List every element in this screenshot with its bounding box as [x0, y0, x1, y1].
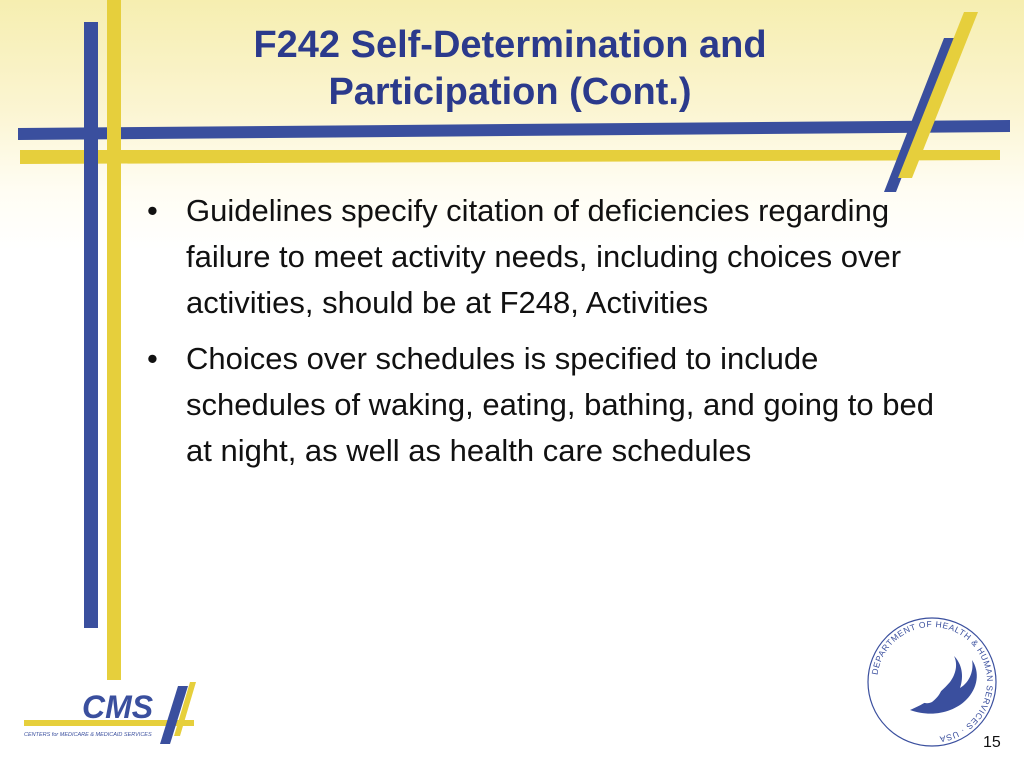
- hhs-seal-text: DEPARTMENT OF HEALTH & HUMAN SERVICES · USA: [869, 618, 996, 745]
- slide-title-line-2: Participation (Cont.): [328, 71, 692, 113]
- frame-gold-vertical-bar: [107, 0, 121, 680]
- frame-gold-horizontal-bar: [20, 150, 1000, 164]
- slide-title-line-1: F242 Self-Determination and: [253, 24, 767, 66]
- cms-logo-tagline: CENTERS for MEDICARE & MEDICAID SERVICES: [24, 732, 152, 738]
- slide-number: 15: [983, 734, 1001, 751]
- cms-logo: [20, 678, 200, 750]
- cms-logo-text: CMS: [82, 689, 154, 725]
- bullet-list: [142, 188, 942, 484]
- hhs-seal-emblem: [910, 656, 977, 714]
- bullet-item: • Choices over schedules is specified to include schedules of waking, eating, bathing, and going to bed at night, as well as health care schedules: [142, 336, 942, 474]
- frame-blue-horizontal-bar: [18, 120, 1010, 140]
- bullet-item: • Guidelines specify citation of deficiencies regarding failure to meet activity needs, including choices over activities, should be at F248, Activities: [142, 188, 942, 326]
- slide-title: [150, 22, 870, 116]
- frame-blue-vertical-bar: [84, 22, 98, 628]
- svg-text:DEPARTMENT OF HEALTH & HUMAN S: [869, 619, 995, 745]
- hhs-seal: [862, 612, 1002, 752]
